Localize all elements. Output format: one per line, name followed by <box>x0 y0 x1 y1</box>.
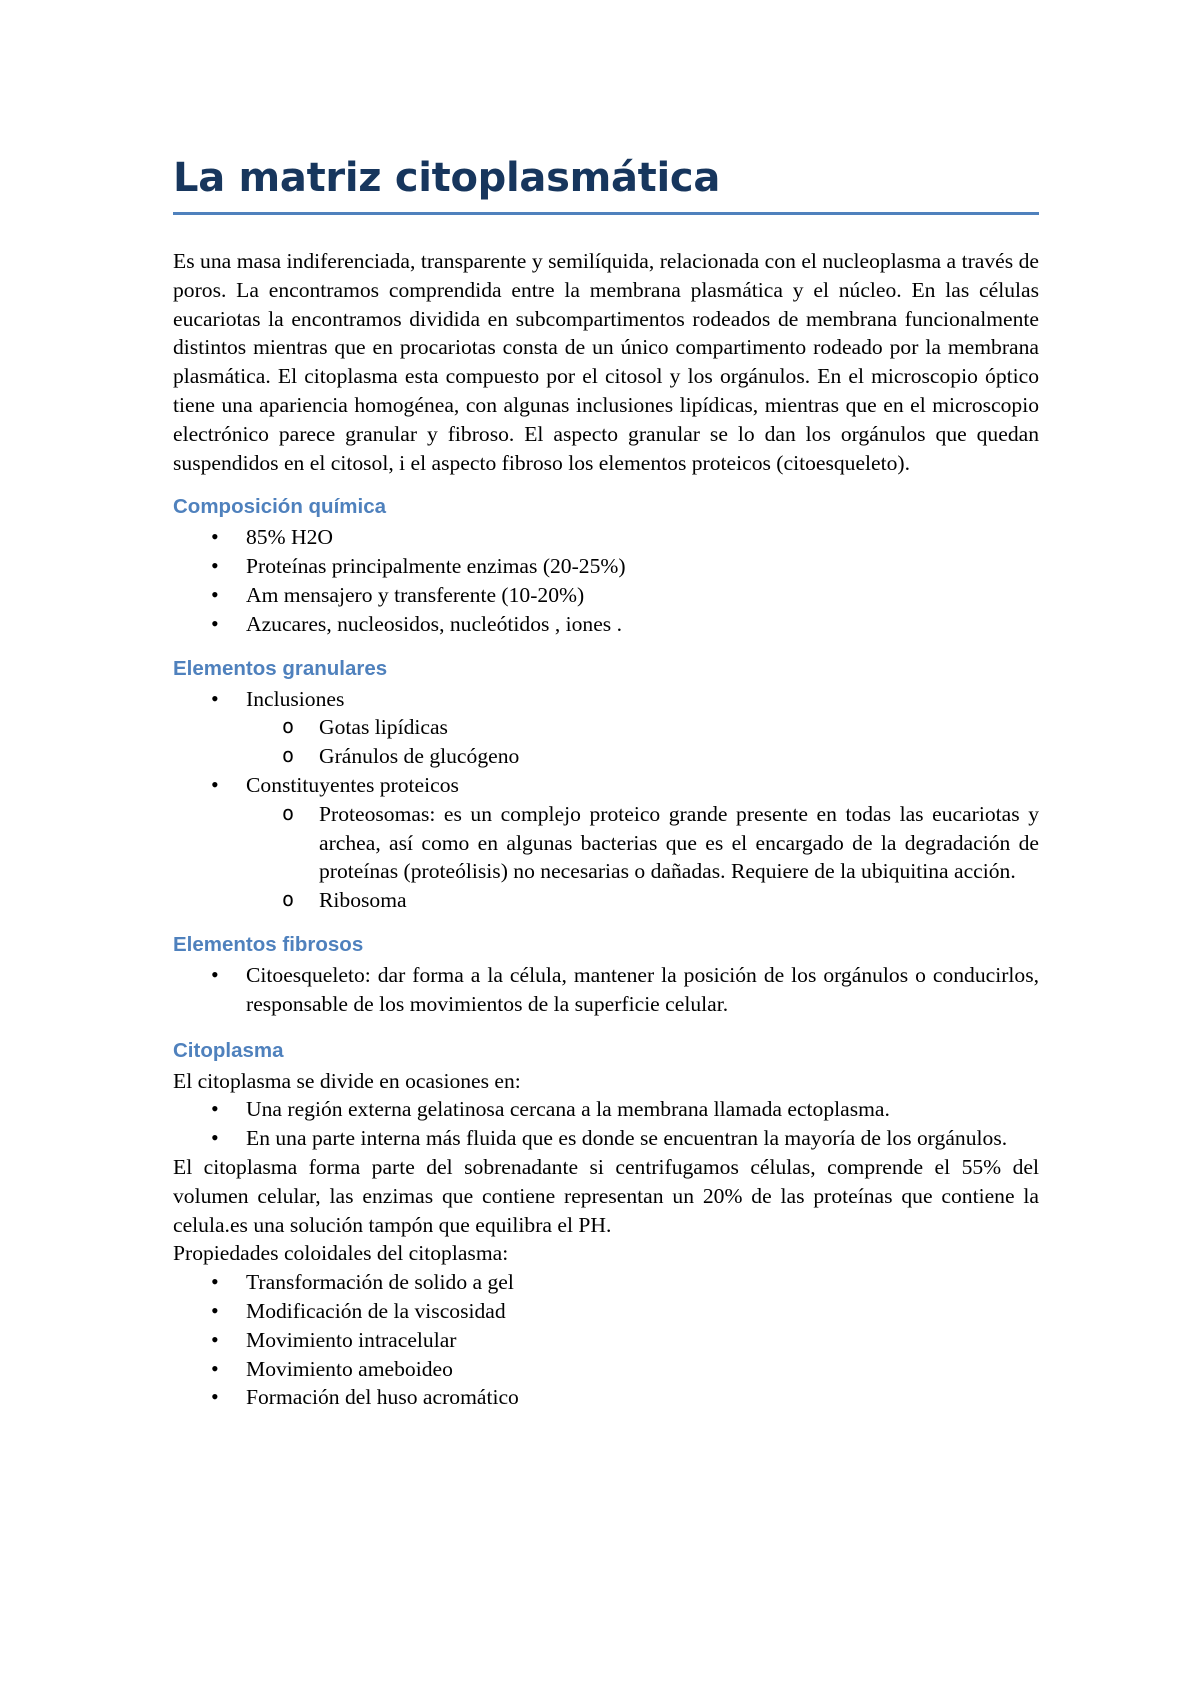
document-page <box>173 150 1039 1412</box>
sub-list-item: o Gránulos de glucógeno <box>246 742 1039 771</box>
list-item-inclusiones <box>173 685 1039 714</box>
sub-list-item: o Proteosomas: es un complejo proteico grande presente en todas las eucariotas y archea, así como en algunas bacterias que es el encargado de la degradación de proteínas (proteólisis) no necesarias o dañadas. Requiere de la ubiquitina acción. <box>246 800 1039 886</box>
composicion-list <box>173 523 1039 638</box>
heading-composicion: Composición química <box>173 495 386 519</box>
divisiones-list <box>173 1095 1039 1153</box>
list-item-label: Inclusiones <box>246 686 345 711</box>
list-item: • Proteínas principalmente enzimas (20-25%) <box>173 552 1039 581</box>
citoplasma-paragraph: El citoplasma forma parte del sobrenadante si centrifugamos células, comprende el 55% del volumen celular, las enzimas que contiene representan un 20% de las proteínas que contiene la celula.es una solución tampón que equilibra el PH. <box>173 1154 1039 1237</box>
sub-list-item: o Ribosoma <box>246 886 1039 915</box>
intro-paragraph: Es una masa indiferenciada, transparente y semilíquida, relacionada con el nucleoplasma a través de poros. La encontramos comprendida entre la membrana plasmática y el núcleo. En las células eucariotas la encontramos dividida en subcompartimentos rodeados de membrana funcionalmente distintos mientras que en procariotas consta de un único compartimento rodeado por la membrana plasmática. El citoplasma esta compuesto por el citosol y los orgánulos. En el microscopio óptico tiene una apariencia homogénea, con algunas inclusiones lipídicas, mientras que en el microscopio electrónico parece granular y fibroso. El aspecto granular se lo dan los orgánulos que quedan suspendidos en el citosol, i el aspecto fibroso los elementos proteicos (citoesqueleto). <box>173 249 1039 475</box>
list-item: • Movimiento ameboideo <box>173 1355 1039 1384</box>
list-item: • Formación del huso acromático <box>173 1383 1039 1412</box>
list-item: • Transformación de solido a gel <box>173 1268 1039 1297</box>
list-item: • Modificación de la viscosidad <box>173 1297 1039 1326</box>
citoplasma-lead: El citoplasma se divide en ocasiones en: <box>173 1068 521 1093</box>
list-item: • Una región externa gelatinosa cercana a la membrana llamada ectoplasma. <box>173 1095 1039 1124</box>
list-item: • En una parte interna más fluida que es donde se encuentran la mayoría de los orgánulos. <box>173 1124 1039 1153</box>
sub-list-item: o Gotas lipídicas <box>246 713 1039 742</box>
inclusiones-sublist <box>246 713 1039 771</box>
heading-fibrosos: Elementos fibrosos <box>173 932 364 956</box>
propiedades-list <box>173 1268 1039 1412</box>
page-title: La matriz citoplasmática <box>173 150 1039 215</box>
list-item: • Movimiento intracelular <box>173 1326 1039 1355</box>
granulares-list <box>173 685 1039 714</box>
list-item: • Am mensajero y transferente (10-20%) <box>173 581 1039 610</box>
list-item-label: Constituyentes proteicos <box>246 772 459 797</box>
granulares-list-2 <box>173 771 1039 800</box>
list-item: • Citoesqueleto: dar forma a la célula, mantener la posición de los orgánulos o conducirlos, responsable de los movimientos de la superficie celular. <box>173 961 1039 1019</box>
list-item: • 85% H2O <box>173 523 1039 552</box>
heading-citoplasma: Citoplasma <box>173 1038 284 1062</box>
propiedades-lead: Propiedades coloidales del citoplasma: <box>173 1241 509 1266</box>
list-item-constituyentes <box>173 771 1039 800</box>
heading-granulares: Elementos granulares <box>173 656 388 680</box>
list-item: • Azucares, nucleosidos, nucleótidos , iones . <box>173 610 1039 639</box>
fibrosos-list <box>173 961 1039 1019</box>
constituyentes-sublist <box>246 800 1039 915</box>
